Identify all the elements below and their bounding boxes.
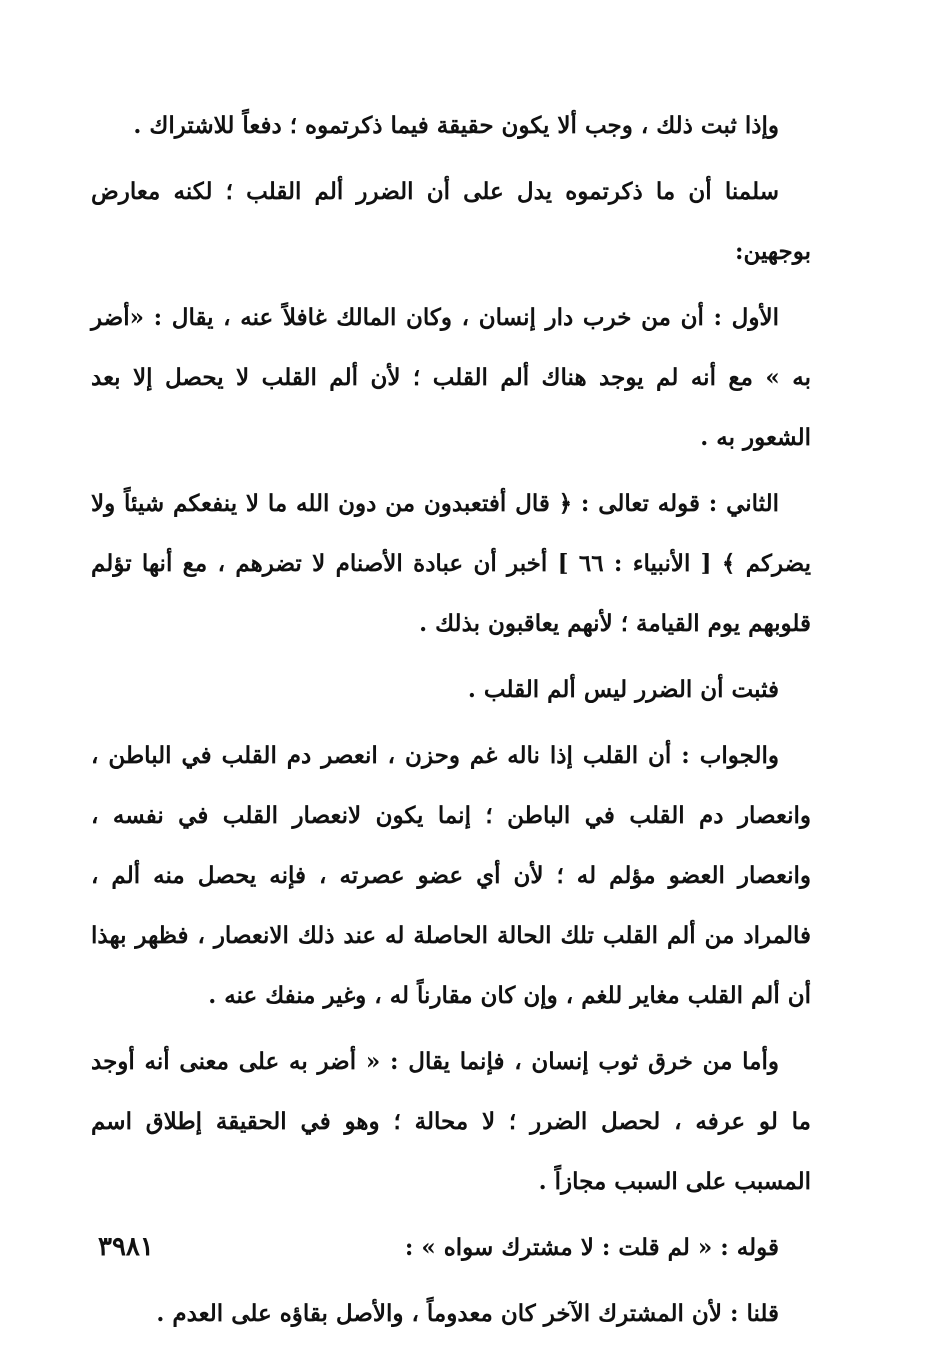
paragraph-5: فثبت أن الضرر ليس ألم القلب . [467, 676, 779, 703]
paragraph-2: سلمنا أن ما ذكرتموه يدل على أن الضرر ألم القلب ؛ لكنه معارض بوجهين: [91, 178, 811, 265]
page-number: ٣٩٨١ [98, 1232, 154, 1262]
page-body [91, 96, 811, 1350]
paragraph-1: وإذا ثبت ذلك ، وجب ألا يكون حقيقة فيما ذكرتموه ؛ دفعاً للاشتراك . [133, 112, 779, 139]
paragraph-3: الأول : أن من خرب دار إنسان ، وكان المالك غافلاً عنه ، يقال : «أضر به » مع أنه لم يوجد هناك ألم القلب ؛ لأن ألم القلب لا يحصل إلا بعد الشعور به . [91, 304, 811, 451]
paragraph-6: والجواب : أن القلب إذا ناله غم وحزن ، انعصر دم القلب في الباطن ، وانعصار دم القلب في الباطن ؛ إنما يكون لانعصار القلب في نفسه ، وانعصار العضو مؤلم له ؛ لأن أي عضو عصرته ، فإنه يحصل منه ألم ، فالمراد من ألم القلب تلك الحالة الحاصلة له عند ذلك الانعصار ، فظهر بهذا أن ألم القلب مغاير للغم ، وإن كان مقارناً له ، وغير منفك عنه . [91, 742, 811, 1009]
paragraph-8: قوله : « لم قلت : لا مشترك سواه » : [404, 1234, 779, 1261]
paragraph-9: قلنا : لأن المشترك الآخر كان معدوماً ، والأصل بقاؤه على العدم . [156, 1300, 779, 1327]
paragraph-7: وأما من خرق ثوب إنسان ، فإنما يقال : « أضر به على معنى أنه أوجد ما لو عرفه ، لحصل الضرر ؛ لا محالة ؛ وهو في الحقيقة إطلاق اسم المسبب على السبب مجازاً . [91, 1048, 811, 1195]
paragraph-4: الثاني : قوله تعالى : ﴿ قال أفتعبدون من دون الله ما لا ينفعكم شيئاً ولا يضركم ﴾ [ الأنبياء : ٦٦ ] أخبر أن عبادة الأصنام لا تضرهم ، مع أنها تؤلم قلوبهم يوم القيامة ؛ لأنهم يعاقبون بذلك . [91, 490, 812, 637]
